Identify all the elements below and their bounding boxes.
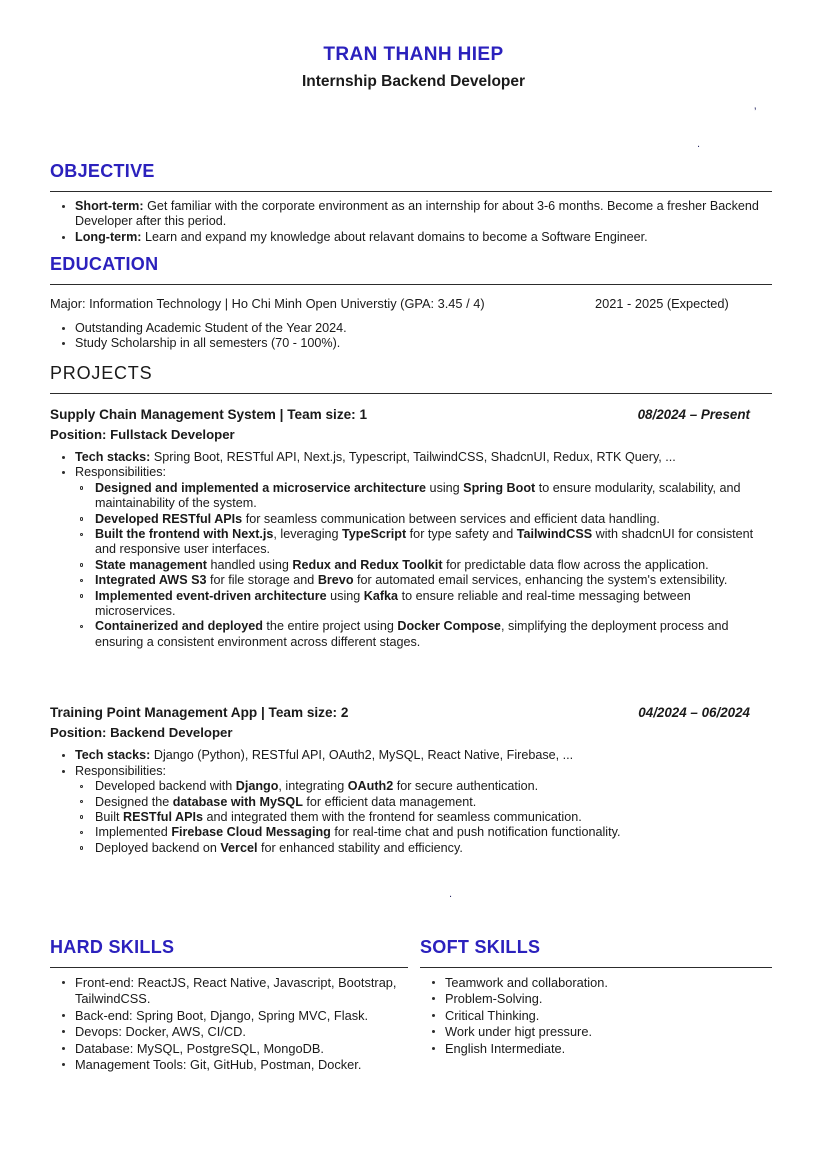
tech-stack-label: Tech stacks:	[75, 450, 151, 464]
list-item: Devops: Docker, AWS, CI/CD.	[50, 1024, 408, 1040]
resp-bold: database with MySQL	[172, 794, 303, 809]
list-item: Database: MySQL, PostgreSQL, MongoDB.	[50, 1041, 408, 1057]
resp-text: to ensure modularity, scalability, and maintainability of the system.	[95, 480, 741, 511]
resp-text: for efficient data management.	[302, 794, 477, 809]
scan-artifact-2: .	[697, 138, 701, 150]
list-item: Study Scholarship in all semesters (70 - 100%).	[50, 336, 772, 351]
list-item	[75, 481, 772, 512]
section-objective	[50, 160, 772, 245]
resp-text: and integrated them with the frontend for seamless communication.	[203, 809, 582, 824]
resume-header	[0, 42, 827, 94]
project-entry	[50, 704, 772, 856]
resp-text: for secure authentication.	[393, 779, 539, 794]
list-item: Problem-Solving.	[420, 991, 772, 1007]
objective-lead: Short-term:	[75, 199, 144, 213]
resp-bold: Vercel	[220, 840, 258, 855]
list-item	[75, 527, 772, 558]
candidate-name: TRAN THANH HIEP	[323, 44, 504, 65]
resp-text: for real-time chat and push notification functionality.	[330, 825, 621, 840]
resp-text: using	[426, 480, 464, 495]
resp-bold: Firebase Cloud Messaging	[171, 825, 331, 840]
resp-text: for enhanced stability and efficiency.	[257, 840, 463, 855]
resp-text: for seamless communication between services and efficient data handling.	[242, 511, 660, 526]
list-item	[50, 748, 772, 763]
resp-text: for file storage and	[206, 573, 318, 588]
resp-bold: Developed RESTful APIs	[95, 511, 243, 526]
soft-skills-list	[420, 975, 772, 1057]
project-position: Position: Backend Developer	[50, 725, 233, 741]
resp-bold: Django	[235, 779, 279, 794]
list-item	[75, 589, 772, 620]
list-item	[75, 841, 772, 856]
list-item	[75, 619, 772, 650]
section-title-education: EDUCATION	[50, 254, 159, 274]
list-item: Outstanding Academic Student of the Year 2024.	[50, 321, 772, 336]
hard-skills-list	[50, 975, 408, 1073]
resp-bold: TailwindCSS	[516, 527, 593, 542]
project-title: Supply Chain Management System | Team size: 1	[50, 407, 368, 422]
list-item	[75, 810, 772, 825]
list-item	[75, 779, 772, 794]
project-date: 04/2024 – 06/2024	[638, 705, 750, 721]
section-divider-hard-skills	[50, 967, 408, 968]
project-details	[50, 748, 772, 856]
section-title-objective: OBJECTIVE	[50, 161, 155, 181]
list-item	[75, 573, 772, 588]
section-divider-education	[50, 284, 772, 285]
list-item	[50, 230, 772, 245]
list-item	[75, 512, 772, 527]
resp-text: for type safety and	[406, 527, 517, 542]
resp-text: with shadcnUI for consistent and responsive user interfaces.	[95, 527, 754, 557]
resp-bold: Spring Boot	[463, 480, 536, 495]
scan-artifact-1: ’	[754, 106, 757, 118]
resp-text: the entire project using	[262, 619, 398, 634]
tech-stack-label: Tech stacks:	[75, 748, 151, 763]
list-item	[75, 825, 772, 840]
project-header	[50, 704, 772, 722]
section-divider-soft-skills	[420, 967, 772, 968]
resp-text: Deployed backend on	[95, 840, 221, 855]
project-title: Training Point Management App | Team size: 2	[50, 705, 349, 721]
section-soft-skills	[420, 936, 772, 1057]
resp-text: , leveraging	[273, 527, 343, 542]
project-date: 08/2024 – Present	[637, 407, 750, 422]
project-position: Position: Fullstack Developer	[50, 427, 235, 442]
resp-text: for automated email services, enhancing the system's extensibility.	[353, 573, 728, 588]
resp-text: , simplifying the deployment process and ensuring a consistent environment across different stages.	[95, 619, 729, 649]
objective-text: Learn and expand my knowledge about relavant domains to become a Software Engineer.	[141, 229, 648, 244]
education-entry	[50, 296, 772, 312]
resp-text: for predictable data flow across the application.	[442, 557, 709, 572]
resp-bold: State management	[95, 557, 207, 572]
section-projects	[50, 362, 772, 856]
list-item: Work under higt pressure.	[420, 1024, 772, 1040]
responsibilities-label: Responsibilities:	[75, 465, 166, 480]
candidate-role: Internship Backend Developer	[301, 73, 526, 90]
responsibilities-label: Responsibilities:	[75, 763, 166, 778]
resp-text: to ensure reliable and real-time messaging between microservices.	[95, 588, 691, 619]
resp-bold: Kafka	[363, 588, 399, 603]
resp-text: Developed backend with	[95, 779, 236, 794]
list-item	[75, 795, 772, 810]
project-header	[50, 406, 772, 424]
resp-bold: Redux and Redux Toolkit	[292, 557, 443, 572]
resp-text: Implemented	[95, 825, 172, 840]
resp-text: Built	[95, 809, 123, 824]
list-item	[50, 764, 772, 856]
section-education	[50, 253, 772, 352]
education-major: Major: Information Technology | Ho Chi Minh Open Universtiy (GPA: 3.45 / 4)	[50, 296, 485, 311]
list-item	[50, 450, 772, 465]
list-item: Management Tools: Git, GitHub, Postman, Docker.	[50, 1057, 408, 1073]
tech-stack-value: Django (Python), RESTful API, OAuth2, MySQL, React Native, Firebase, ...	[150, 748, 574, 763]
resp-bold: Designed and implemented a microservice architecture	[95, 480, 427, 495]
resp-bold: RESTful APIs	[123, 809, 204, 824]
list-item	[75, 558, 772, 573]
list-item	[50, 199, 772, 230]
section-title-soft-skills: SOFT SKILLS	[420, 937, 541, 957]
resp-bold: OAuth2	[347, 779, 394, 794]
list-item: Back-end: Spring Boot, Django, Spring MVC, Flask.	[50, 1008, 408, 1024]
resp-text: Designed the	[95, 794, 173, 809]
resp-bold: TypeScript	[342, 527, 407, 542]
section-divider-objective	[50, 191, 772, 192]
responsibilities-list	[75, 481, 772, 650]
objective-text: Get familiar with the corporate environment as an internship for about 3-6 months. Become a fresher Backend Developer after this period.	[75, 199, 759, 229]
resp-bold: Brevo	[317, 573, 354, 588]
resp-bold: Built the frontend with Next.js	[95, 527, 274, 542]
resp-bold: Containerized and deployed	[95, 619, 263, 634]
resp-bold: Implemented event-driven architecture	[95, 588, 327, 603]
list-item: English Intermediate.	[420, 1041, 772, 1057]
resp-bold: Docker Compose	[397, 619, 501, 634]
resp-bold: Integrated AWS S3	[95, 573, 207, 588]
section-title-projects: PROJECTS	[50, 363, 153, 383]
responsibilities-list	[75, 779, 772, 856]
list-item	[50, 465, 772, 650]
list-item: Front-end: ReactJS, React Native, Javascript, Bootstrap, TailwindCSS.	[50, 975, 408, 1008]
section-hard-skills	[50, 936, 408, 1073]
education-years: 2021 - 2025 (Expected)	[595, 296, 729, 311]
project-details	[50, 450, 772, 650]
resp-text: using	[326, 588, 364, 603]
list-item: Critical Thinking.	[420, 1008, 772, 1024]
objective-lead: Long-term:	[75, 229, 142, 244]
education-achievements	[50, 321, 772, 352]
scan-artifact-3: .	[449, 888, 453, 900]
tech-stack-value: Spring Boot, RESTful API, Next.js, Typescript, TailwindCSS, ShadcnUI, Redux, RTK Query, ...	[150, 450, 676, 464]
project-entry	[50, 406, 772, 650]
section-title-hard-skills: HARD SKILLS	[50, 937, 175, 957]
section-divider-projects	[50, 393, 772, 394]
resp-text: handled using	[206, 557, 293, 572]
resp-text: , integrating	[278, 779, 348, 794]
list-item: Teamwork and collaboration.	[420, 975, 772, 991]
objective-list	[50, 199, 772, 245]
